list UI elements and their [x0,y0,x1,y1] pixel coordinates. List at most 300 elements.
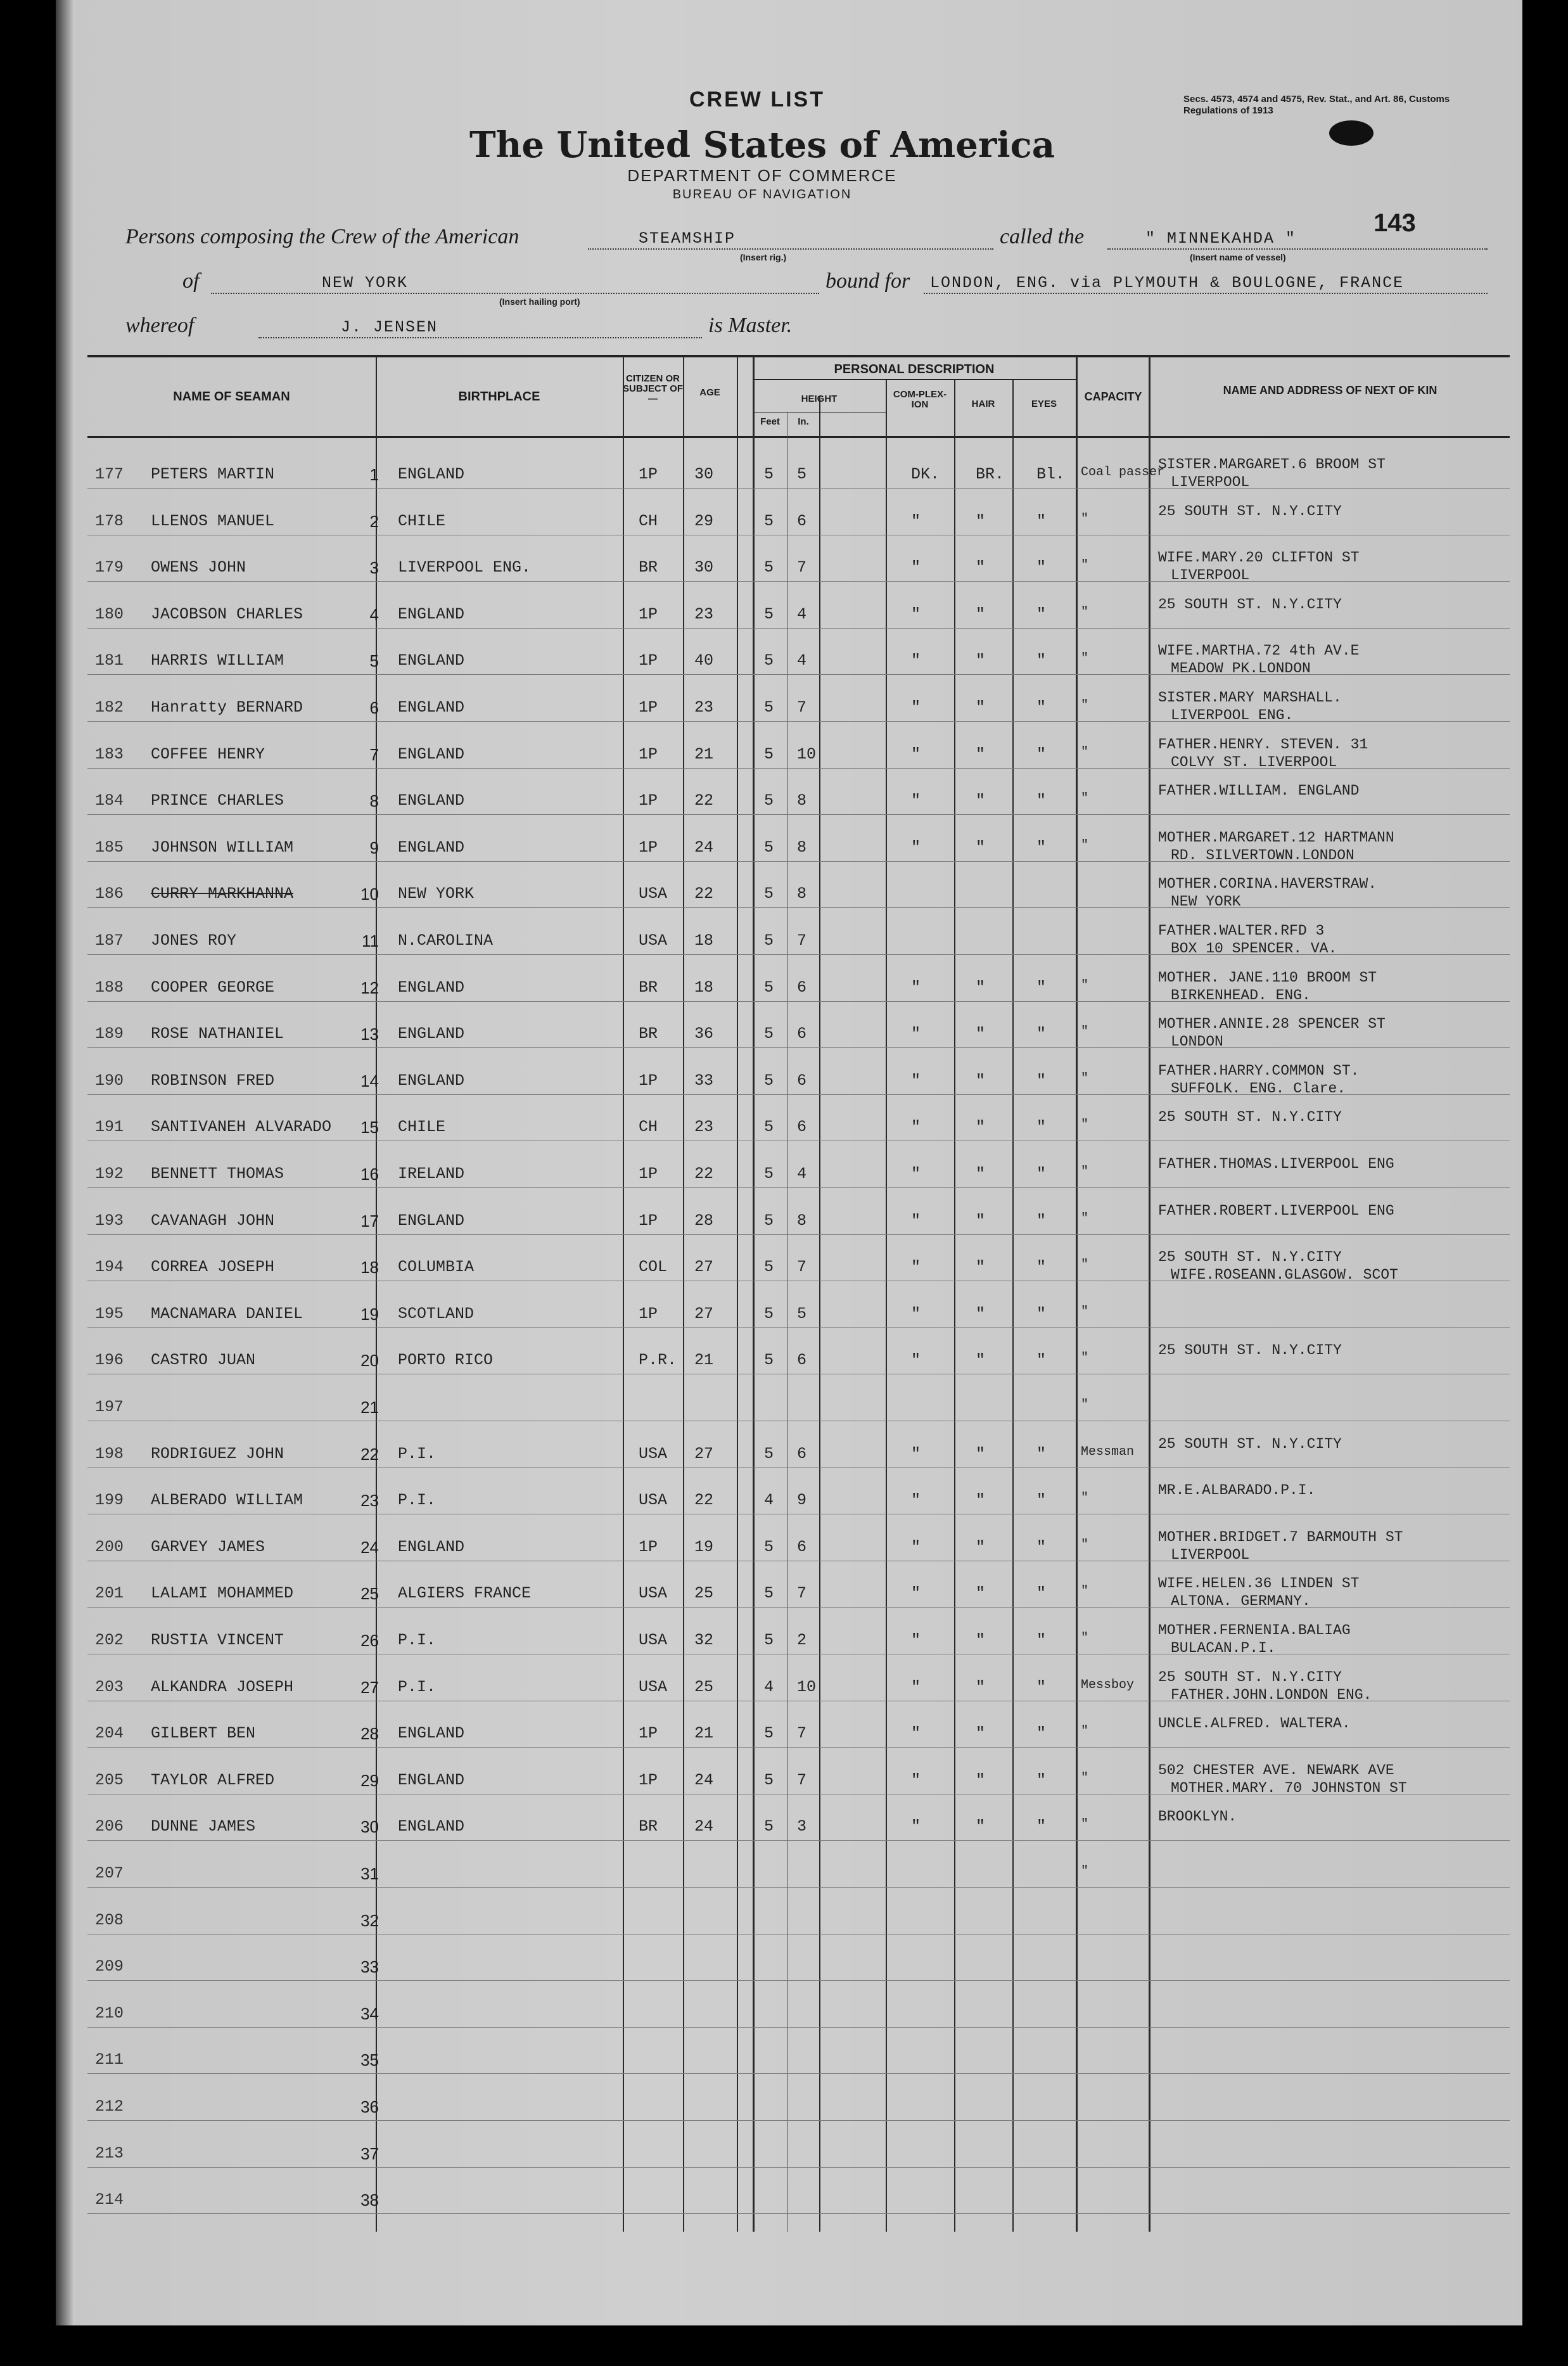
age: 27 [694,1305,714,1323]
row-index: 206 [95,1817,124,1836]
complexion: " [911,1631,921,1649]
citizenship: 1P [639,605,658,623]
capacity: " [1081,1817,1089,1832]
hair: " [976,1212,986,1230]
seaman-name: ALKANDRA JOSEPH [151,1678,294,1696]
hair: " [976,1165,986,1183]
age: 40 [694,651,714,670]
height-feet: 5 [764,465,774,483]
birthplace: ENGLAND [398,791,465,810]
height-feet: 5 [764,1817,774,1836]
row-rule [87,581,1510,582]
birthplace: LIVERPOOL ENG. [398,558,532,577]
hair: " [976,1258,986,1276]
capacity: " [1081,1538,1089,1552]
next-of-kin-line1: 25 SOUTH ST. N.Y.CITY [1158,1669,1342,1685]
seaman-name: DUNNE JAMES [151,1817,256,1836]
capacity: " [1081,1584,1089,1599]
height-inches: 10 [797,745,817,764]
line-number: 8 [369,791,379,810]
row-index: 179 [95,558,124,577]
next-of-kin-line2: LIVERPOOL [1171,567,1250,584]
seaman-name: GARVEY JAMES [151,1538,265,1556]
hair: " [976,1445,986,1463]
birthplace: ENGLAND [398,1771,465,1789]
eyes: " [1036,791,1047,810]
col-sep [1076,356,1078,2232]
row-index: 184 [95,791,124,810]
seaman-name: Hanratty BERNARD [151,698,303,717]
citizenship: BR [639,978,658,997]
line-number: 28 [360,1724,379,1743]
line-number: 5 [369,651,379,670]
row-index: 198 [95,1445,124,1463]
next-of-kin-line2: COLVY ST. LIVERPOOL [1171,754,1337,771]
seaman-name: COOPER GEORGE [151,978,275,997]
capacity: " [1081,791,1089,806]
next-of-kin-line1: MOTHER.BRIDGET.7 BARMOUTH ST [1158,1529,1403,1545]
col-header-eyes: EYES [1031,399,1057,409]
line-number: 14 [360,1071,379,1090]
hair: " [976,1071,986,1090]
seaman-name: HARRIS WILLIAM [151,651,284,670]
row-index: 214 [95,2190,124,2209]
age: 22 [694,1165,714,1183]
complexion: " [911,1817,921,1836]
vessel-hint: (Insert name of vessel) [1190,252,1286,262]
height-inches: 6 [797,512,807,530]
hair: " [976,838,986,857]
complexion: " [911,698,921,717]
height-inches: 3 [797,1817,807,1836]
line-number: 11 [362,931,379,950]
row-rule [87,814,1510,815]
row-rule [87,721,1510,722]
line-number: 6 [369,698,379,717]
height-inches: 8 [797,1212,807,1230]
destination-value: LONDON, ENG. via PLYMOUTH & BOULOGNE, FRANCE [930,274,1405,292]
next-of-kin-line2: BOX 10 SPENCER. VA. [1171,940,1337,957]
hair: " [976,651,986,670]
row-rule [87,1980,1510,1981]
birthplace: ENGLAND [398,745,465,764]
col-sep [737,356,738,2232]
row-index: 196 [95,1351,124,1369]
statute-reference: Secs. 4573, 4574 and 4575, Rev. Stat., and Art. 86, Customs Regulations of 1913 [1183,94,1450,116]
capacity: " [1081,1398,1089,1412]
eyes: " [1036,1445,1047,1463]
complexion: " [911,1538,921,1556]
citizenship: 1P [639,651,658,670]
capacity: " [1081,1071,1089,1086]
row-index: 197 [95,1398,124,1416]
line-number: 34 [360,2004,379,2023]
line-number: 27 [360,1678,379,1697]
citizenship: 1P [639,1538,658,1556]
row-rule [87,2213,1510,2214]
seaman-name: ROBINSON FRED [151,1071,275,1090]
height-inches: 7 [797,1258,807,1276]
row-index: 190 [95,1071,124,1090]
scan-edge-shadow [56,0,75,2325]
row-rule [87,628,1510,629]
age: 25 [694,1584,714,1602]
height-inches: 5 [797,1305,807,1323]
capacity: Messman [1081,1445,1135,1459]
row-rule [87,1840,1510,1841]
citizenship: BR [639,558,658,577]
capacity: " [1081,1305,1089,1319]
citizenship: CH [639,512,658,530]
height-feet: 5 [764,978,774,997]
col-header-height: HEIGHT [801,393,838,404]
age: 32 [694,1631,714,1649]
birthplace: ENGLAND [398,465,465,483]
next-of-kin-line2: NEW YORK [1171,893,1241,910]
rig-underline [588,248,993,250]
complexion: " [911,1491,921,1509]
col-header-complexion: COM-PLEX-ION [893,389,947,410]
citizenship: 1P [639,791,658,810]
hair: " [976,558,986,577]
next-of-kin-line1: WIFE.MARY.20 CLIFTON ST [1158,549,1360,566]
line-number: 24 [360,1538,379,1557]
row-index: 200 [95,1538,124,1556]
table-top-rule [87,355,1510,357]
line-number: 26 [360,1631,379,1650]
hair: " [976,791,986,810]
row-index: 193 [95,1212,124,1230]
line-number: 10 [360,885,379,904]
bound-label: bound for [825,269,910,293]
row-index: 213 [95,2144,124,2163]
hair: " [976,1025,986,1043]
age: 27 [694,1258,714,1276]
birthplace: ALGIERS FRANCE [398,1584,532,1602]
next-of-kin-line1: WIFE.HELEN.36 LINDEN ST [1158,1575,1360,1592]
col-header-birthplace: BIRTHPLACE [458,390,540,404]
height-inches: 4 [797,1165,807,1183]
eyes: " [1036,1071,1047,1090]
seaman-name: COFFEE HENRY [151,745,265,764]
seaman-name: PRINCE CHARLES [151,791,284,810]
line-number: 29 [360,1771,379,1790]
height-feet: 5 [764,558,774,577]
capacity: " [1081,605,1089,620]
height-feet: 5 [764,605,774,623]
height-inches: 8 [797,838,807,857]
height-inches: 7 [797,1724,807,1743]
next-of-kin-line1: MOTHER.CORINA.HAVERSTRAW. [1158,876,1377,892]
height-feet: 5 [764,1445,774,1463]
complexion: " [911,1724,921,1743]
height-feet: 5 [764,1351,774,1369]
col-sep [1149,356,1151,2232]
citizenship: CH [639,1118,658,1136]
line-number: 33 [360,1957,379,1976]
birthplace: NEW YORK [398,885,475,903]
height-inches: 5 [797,465,807,483]
row-rule [87,2073,1510,2074]
height-feet: 5 [764,1305,774,1323]
next-of-kin-line1: MR.E.ALBARADO.P.I. [1158,1482,1316,1499]
citizenship: 1P [639,1771,658,1789]
birthplace: PORTO RICO [398,1351,494,1369]
birthplace: CHILE [398,512,446,530]
eyes: " [1036,1165,1047,1183]
capacity: Messboy [1081,1678,1135,1692]
row-index: 207 [95,1864,124,1883]
row-index: 177 [95,465,124,483]
row-index: 210 [95,2004,124,2023]
height-inches: 6 [797,1118,807,1136]
seaman-name: JONES ROY [151,931,237,950]
hair: " [976,1538,986,1556]
age: 18 [694,931,714,950]
eyes: " [1036,1817,1047,1836]
eyes: " [1036,605,1047,623]
seaman-name: RODRIGUEZ JOHN [151,1445,284,1463]
row-rule [87,1047,1510,1048]
row-index: 188 [95,978,124,997]
col-header-kin: NAME AND ADDRESS OF NEXT OF KIN [1223,384,1437,397]
height-inches: 6 [797,1025,807,1043]
line-number: 2 [369,512,379,531]
eyes: " [1036,651,1047,670]
col-sep [886,380,887,2232]
row-index: 204 [95,1724,124,1743]
complexion: DK. [911,465,940,483]
eyes: " [1036,1351,1047,1369]
height-feet: 5 [764,1025,774,1043]
eyes: " [1036,1305,1047,1323]
of-label: of [182,269,200,293]
height-inches: 8 [797,791,807,810]
line-number: 9 [369,838,379,857]
complexion: " [911,1025,921,1043]
birthplace: ENGLAND [398,605,465,623]
capacity: " [1081,1351,1089,1365]
height-inches: 4 [797,605,807,623]
complexion: " [911,1258,921,1276]
height-feet: 5 [764,698,774,717]
col-sep [819,396,820,2232]
age: 23 [694,698,714,717]
next-of-kin-line2: SUFFOLK. ENG. Clare. [1171,1080,1346,1097]
crew-list-sheet [56,0,1522,2325]
capacity: " [1081,978,1089,993]
personal-desc-rule [753,379,1076,380]
col-sep [1012,380,1014,2232]
next-of-kin-line2: WIFE.ROSEANN.GLASGOW. SCOT [1171,1267,1398,1283]
capacity: " [1081,1025,1089,1039]
col-header-age: AGE [699,387,720,398]
capacity: " [1081,838,1089,853]
line-number: 15 [360,1118,379,1137]
next-of-kin-line1: 25 SOUTH ST. N.Y.CITY [1158,1436,1342,1452]
birthplace: ENGLAND [398,1212,465,1230]
complexion: " [911,512,921,530]
eyes: " [1036,745,1047,764]
complexion: " [911,605,921,623]
birthplace: SCOTLAND [398,1305,475,1323]
height-feet: 5 [764,885,774,903]
height-inches: 6 [797,978,807,997]
line-number: 20 [360,1351,379,1370]
citizenship: 1P [639,698,658,717]
citizenship: USA [639,885,668,903]
capacity: " [1081,651,1089,666]
next-of-kin-line1: MOTHER.MARGARET.12 HARTMANN [1158,829,1394,846]
eyes: " [1036,978,1047,997]
col-header-feet: Feet [760,416,780,427]
line-number: 19 [360,1305,379,1324]
col-header-personal: PERSONAL DESCRIPTION [834,362,995,376]
capacity: " [1081,1258,1089,1272]
citizenship: 1P [639,745,658,764]
complexion: " [911,1351,921,1369]
height-feet: 5 [764,512,774,530]
eyes: " [1036,1025,1047,1043]
col-sep [376,356,377,2232]
complexion: " [911,1118,921,1136]
destination-underline [924,293,1488,294]
birthplace: P.I. [398,1445,437,1463]
birthplace: IRELAND [398,1165,465,1183]
next-of-kin-line2: RD. SILVERTOWN.LONDON [1171,847,1354,864]
height-inches: 7 [797,698,807,717]
age: 33 [694,1071,714,1090]
height-feet: 5 [764,1212,774,1230]
height-inches: 9 [797,1491,807,1509]
next-of-kin-line1: MOTHER.FERNENIA.BALIAG [1158,1622,1351,1639]
row-index: 192 [95,1165,124,1183]
height-feet: 5 [764,931,774,950]
eyes: " [1036,512,1047,530]
next-of-kin-line1: 25 SOUTH ST. N.Y.CITY [1158,1342,1342,1359]
height-feet: 5 [764,1118,774,1136]
birthplace: ENGLAND [398,1071,465,1090]
line-number: 23 [360,1491,379,1510]
capacity: " [1081,698,1089,713]
line-number: 13 [360,1025,379,1044]
row-rule [87,1747,1510,1748]
row-index: 199 [95,1491,124,1509]
height-inches: 7 [797,1584,807,1602]
seaman-name: CASTRO JUAN [151,1351,256,1369]
height-inches: 6 [797,1351,807,1369]
citizenship: USA [639,1631,668,1649]
hair: " [976,1351,986,1369]
rig-hint: (Insert rig.) [740,252,787,262]
seaman-name: MACNAMARA DANIEL [151,1305,303,1323]
line-number: 17 [360,1212,379,1231]
capacity: " [1081,1771,1089,1786]
height-inches: 7 [797,931,807,950]
citizenship: P.R. [639,1351,677,1369]
seaman-name: LLENOS MANUEL [151,512,275,530]
row-index: 202 [95,1631,124,1649]
birthplace: CHILE [398,1118,446,1136]
row-index: 205 [95,1771,124,1789]
birthplace: ENGLAND [398,1538,465,1556]
citizenship: 1P [639,1305,658,1323]
citizenship: 1P [639,1071,658,1090]
birthplace: P.I. [398,1491,437,1509]
citizenship: 1P [639,1724,658,1743]
row-rule [87,1887,1510,1888]
row-rule [87,2120,1510,2121]
next-of-kin-line2: LIVERPOOL [1171,1547,1250,1563]
eyes: " [1036,1584,1047,1602]
height-feet: 5 [764,1258,774,1276]
line-number: 30 [360,1817,379,1836]
seaman-name: PETERS MARTIN [151,465,275,483]
next-of-kin-line1: 25 SOUTH ST. N.Y.CITY [1158,503,1342,520]
citizenship: BR [639,1025,658,1043]
complexion: " [911,558,921,577]
seaman-name: TAYLOR ALFRED [151,1771,275,1789]
age: 23 [694,605,714,623]
age: 22 [694,1491,714,1509]
col-header-citizen: CITIZEN OR SUBJECT OF— [623,373,684,404]
row-rule [87,488,1510,489]
persons-label: Persons composing the Crew of the American [125,225,519,248]
master-value: J. JENSEN [341,318,438,336]
eyes: " [1036,698,1047,717]
complexion: " [911,745,921,764]
next-of-kin-line2: ALTONA. GERMANY. [1171,1593,1311,1609]
row-index: 208 [95,1911,124,1929]
citizenship: COL [639,1258,668,1276]
feet-inch-sep [787,412,788,2232]
page-number: 143 [1374,209,1416,237]
hair: " [976,745,986,764]
seaman-name: GILBERT BEN [151,1724,256,1743]
capacity: " [1081,1864,1089,1879]
line-number: 18 [360,1258,379,1277]
seaman-name: CURRY MARKHANNA [151,885,294,903]
birthplace: N.CAROLINA [398,931,494,950]
line-number: 12 [360,978,379,997]
age: 24 [694,1817,714,1836]
row-index: 186 [95,885,124,903]
next-of-kin-line1: 25 SOUTH ST. N.Y.CITY [1158,596,1342,613]
line-number: 3 [369,558,379,577]
complexion: " [911,1212,921,1230]
bureau-line: BUREAU OF NAVIGATION [672,188,852,201]
birthplace: ENGLAND [398,698,465,717]
capacity: " [1081,1724,1089,1739]
next-of-kin-line1: FATHER.WILLIAM. ENGLAND [1158,783,1360,799]
row-index: 194 [95,1258,124,1276]
port-hint: (Insert hailing port) [499,297,580,307]
col-header-inches: In. [798,416,809,427]
citizenship: USA [639,1491,668,1509]
height-inches: 2 [797,1631,807,1649]
hair: " [976,698,986,717]
seaman-name: CORREA JOSEPH [151,1258,275,1276]
next-of-kin-line1: 25 SOUTH ST. N.Y.CITY [1158,1249,1342,1265]
hair: " [976,1678,986,1696]
complexion: " [911,1771,921,1789]
row-index: 183 [95,745,124,764]
next-of-kin-line1: SISTER.MARY MARSHALL. [1158,689,1342,706]
capacity: " [1081,512,1089,527]
row-rule [87,907,1510,908]
seaman-name: RUSTIA VINCENT [151,1631,284,1649]
whereof-label: whereof [125,314,194,337]
